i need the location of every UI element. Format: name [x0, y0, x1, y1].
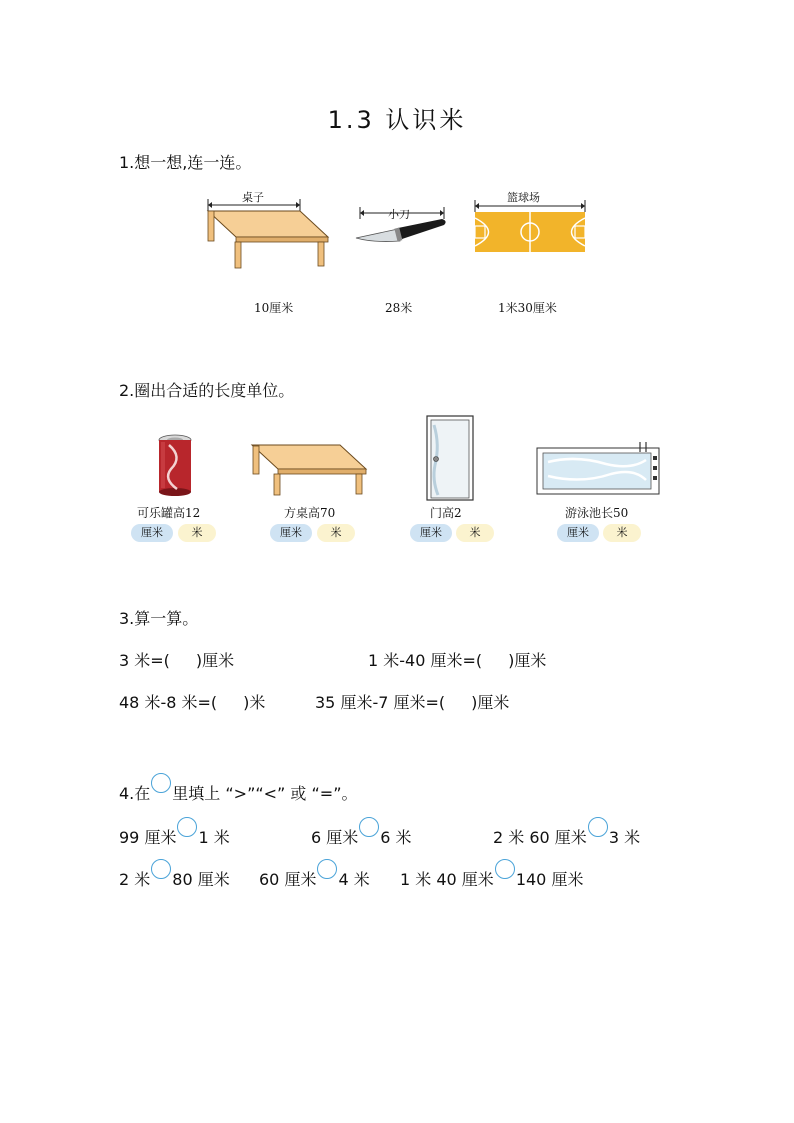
door-label: 门高2	[430, 506, 462, 520]
unit-option-cm[interactable]: 厘米	[131, 524, 173, 542]
calc-item	[119, 648, 234, 671]
q4-heading	[119, 773, 358, 804]
compare-left: 60 厘米	[259, 870, 317, 889]
compare-item	[119, 859, 230, 890]
compare-item	[259, 859, 370, 890]
calc-item	[315, 690, 509, 713]
q2-heading: 2.圈出合适的长度单位。	[119, 381, 295, 400]
q1-heading: 1.想一想,连一连。	[119, 153, 252, 172]
compare-right: 140 厘米	[515, 870, 584, 889]
q3-heading: 3.算一算。	[119, 609, 199, 628]
compare-circle[interactable]	[177, 817, 197, 837]
calc-item	[368, 648, 546, 671]
unit-option-cm[interactable]: 厘米	[410, 524, 452, 542]
compare-item	[311, 817, 412, 848]
unit-option-m[interactable]: 米	[178, 524, 216, 542]
calc-unit: )厘米	[508, 651, 547, 670]
compare-left: 99 厘米	[119, 828, 177, 847]
calc-unit: )厘米	[471, 693, 510, 712]
compare-item	[119, 817, 230, 848]
unit-option-m[interactable]: 米	[317, 524, 355, 542]
knife-label: 小刀	[388, 208, 410, 221]
cola-can-image	[157, 433, 193, 497]
compare-left: 2 米 60 厘米	[493, 828, 587, 847]
compare-circle[interactable]	[317, 859, 337, 879]
court-label: 篮球场	[507, 191, 540, 204]
compare-circle[interactable]	[588, 817, 608, 837]
compare-circle-icon	[151, 773, 171, 793]
door-image	[426, 415, 474, 501]
swimming-pool-image	[536, 440, 662, 496]
calc-unit: )厘米	[195, 651, 235, 670]
compare-circle[interactable]	[359, 817, 379, 837]
compare-right: 1 米	[198, 828, 230, 847]
answer-option: 1米30厘米	[498, 301, 557, 315]
calc-expression: 48 米-8 米=(	[119, 693, 218, 712]
compare-left: 2 米	[119, 870, 151, 889]
cola-can-label: 可乐罐高12	[137, 506, 201, 520]
compare-circle[interactable]	[495, 859, 515, 879]
calc-item	[119, 690, 265, 713]
compare-item	[400, 859, 583, 890]
square-table-label: 方桌高70	[284, 506, 336, 520]
calc-expression: 35 厘米-7 厘米=(	[315, 693, 446, 712]
compare-right: 3 米	[608, 828, 641, 847]
calc-expression: 3 米=(	[119, 651, 170, 670]
answer-option: 10厘米	[254, 301, 294, 315]
pool-label: 游泳池长50	[565, 506, 629, 520]
page-title: 1.3 认识米	[327, 106, 467, 134]
unit-option-cm[interactable]: 厘米	[270, 524, 312, 542]
unit-option-cm[interactable]: 厘米	[557, 524, 599, 542]
q4-heading-post: 里填上 “>”“<” 或 “=”。	[172, 784, 358, 803]
compare-left: 1 米 40 厘米	[400, 870, 494, 889]
calc-unit: )米	[243, 693, 266, 712]
table-image	[200, 185, 335, 270]
unit-option-m[interactable]: 米	[603, 524, 641, 542]
compare-right: 4 米	[338, 870, 370, 889]
table-label: 桌子	[242, 191, 264, 204]
compare-right: 6 米	[380, 828, 412, 847]
answer-option: 28米	[385, 301, 413, 315]
compare-circle[interactable]	[151, 859, 171, 879]
q4-heading-pre: 4.在	[119, 784, 151, 803]
calc-expression: 1 米-40 厘米=(	[368, 651, 483, 670]
square-table-image	[250, 443, 370, 497]
compare-item	[493, 817, 640, 848]
unit-option-m[interactable]: 米	[456, 524, 494, 542]
compare-right: 80 厘米	[172, 870, 230, 889]
compare-left: 6 厘米	[311, 828, 359, 847]
